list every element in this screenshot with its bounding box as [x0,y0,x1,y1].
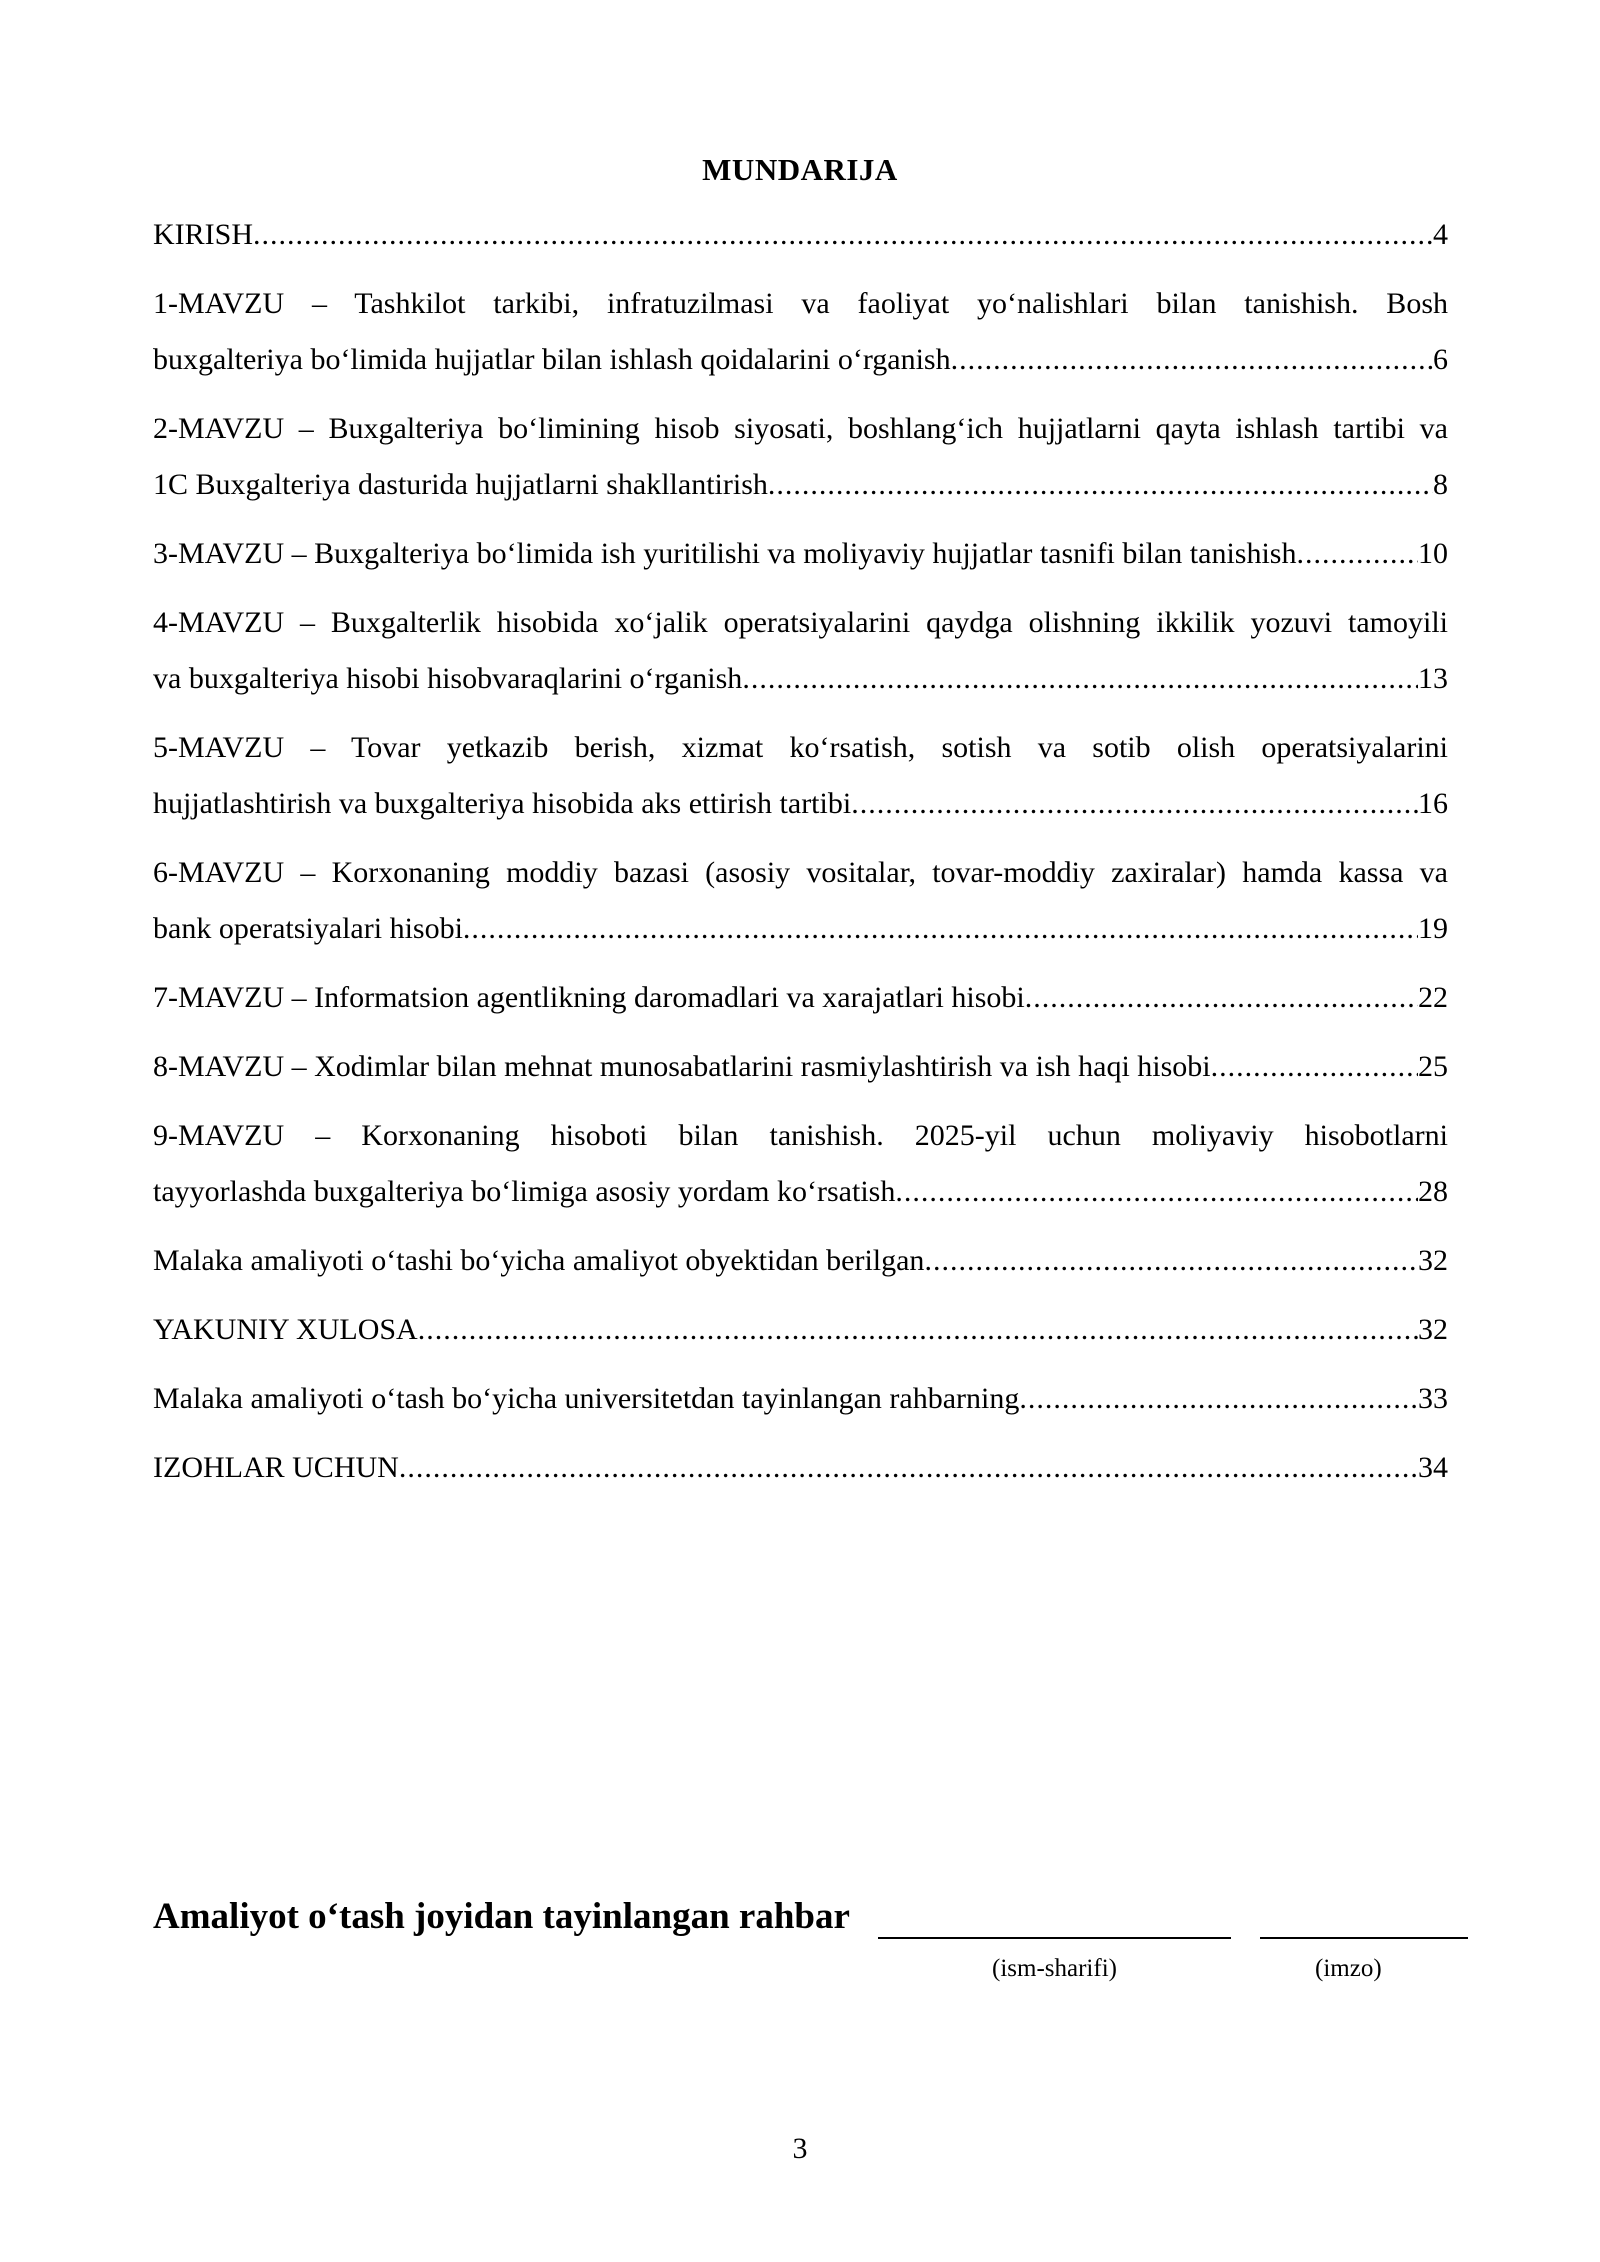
toc-entry[interactable] [153,1371,1448,1427]
toc-entry[interactable] [153,1108,1448,1220]
toc-entry-title: Malaka amaliyoti o‘tash bo‘yicha universitetdan tayinlangan rahbarning [153,1382,1020,1415]
toc-entry[interactable] [153,207,1448,263]
toc-page-number: 22 [1418,981,1448,1014]
sign-signature-line [1260,1937,1468,1939]
toc-entry-title: Malaka amaliyoti o‘tashi bo‘yicha amaliyot obyektidan berilgan [153,1244,925,1277]
toc-entry[interactable] [153,1039,1448,1095]
toc-page-number: 8 [1433,468,1448,501]
toc-dot-leader [895,1164,1418,1220]
toc-dot-leader [463,901,1418,957]
toc-title: MUNDARIJA [702,152,898,187]
toc-page-number: 4 [1433,218,1448,251]
toc-entry-title: YAKUNIY XULOSA [153,1313,418,1346]
toc-page-number: 32 [1418,1244,1448,1277]
toc-page-number: 19 [1418,912,1448,945]
toc-entry-title: 8-MAVZU – Xodimlar bilan mehnat munosabatlarini rasmiylashtirish va ish haqi hisobi [153,1050,1211,1083]
toc-entry-title: hujjatlashtirish va buxgalteriya hisobida aks ettirish tartibi [153,787,852,820]
toc-entry-row [153,1233,1448,1289]
toc-dot-leader [742,651,1418,707]
toc-entry-row [153,1371,1448,1427]
toc-entry-row [153,1440,1448,1496]
toc-entry-title: KIRISH [153,218,254,251]
toc-dot-leader [253,207,1433,263]
toc-entry[interactable] [153,1233,1448,1289]
toc-entry-title-line: 6-MAVZU – Korxonaning moddiy bazasi (asosiy vositalar, tovar-moddiy zaxiralar) hamda kassa va [153,856,1448,889]
page-number: 3 [792,2132,808,2165]
toc-page-number: 13 [1418,662,1448,695]
toc-page-number: 10 [1418,537,1448,570]
toc-page-number: 34 [1418,1451,1448,1484]
toc-entry-title-line: 4-MAVZU – Buxgalterlik hisobida xo‘jalik operatsiyalarini qaydga olishning ikkilik yozuvi tamoyili [153,606,1448,639]
toc-entry-title: buxgalteriya bo‘limida hujjatlar bilan ishlash qoidalarini o‘rganish [153,343,951,376]
toc-page-number: 32 [1418,1313,1448,1346]
toc-entry-row [153,1039,1448,1095]
toc-page-number: 28 [1418,1175,1448,1208]
toc-entry-row [153,1302,1448,1358]
toc-entry-row [153,776,1448,832]
toc-entry-title: 3-MAVZU – Buxgalteriya bo‘limida ish yuritilishi va moliyaviy hujjatlar tasnifi bilan tanishish [153,537,1297,570]
toc-entry-title: 7-MAVZU – Informatsion agentlikning daromadlari va xarajatlari hisobi [153,981,1025,1014]
toc-page-number: 25 [1418,1050,1448,1083]
toc-dot-leader [768,457,1433,513]
toc-entry-title-line: 9-MAVZU – Korxonaning hisoboti bilan tanishish. 2025-yil uchun moliyaviy hisobotlarni [153,1119,1448,1152]
toc-entry-title-line: 5-MAVZU – Tovar yetkazib berish, xizmat ko‘rsatish, sotish va sotib olish operatsiyalarini [153,731,1448,764]
toc-dot-leader [418,1302,1418,1358]
toc-entry-row [153,970,1448,1026]
toc-dot-leader [1296,526,1418,582]
toc-dot-leader [1211,1039,1418,1095]
toc-entry-row [153,901,1448,957]
toc-entry-row [153,1164,1448,1220]
toc-page-number: 6 [1433,343,1448,376]
toc-entry[interactable] [153,970,1448,1026]
supervisor-signature-label: Amaliyot o‘tash joyidan tayinlangan rahbar [153,1896,850,1937]
toc-entry-row [153,332,1448,388]
toc-entry-title-line: 2-MAVZU – Buxgalteriya bo‘limining hisob siyosati, boshlang‘ich hujjatlarni qayta ishlash tartibi va [153,412,1448,445]
toc-entry[interactable] [153,720,1448,832]
toc-entry[interactable] [153,1302,1448,1358]
toc-dot-leader [399,1440,1418,1496]
toc-entry-title: tayyorlashda buxgalteriya bo‘limiga asosiy yordam ko‘rsatish [153,1175,896,1208]
toc-page-number: 33 [1418,1382,1448,1415]
toc-entry-row [153,526,1448,582]
name-caption: (ism-sharifi) [992,1955,1117,1982]
toc-dot-leader [1025,970,1418,1026]
toc-entry[interactable] [153,526,1448,582]
table-of-contents [153,207,1448,1509]
toc-entry[interactable] [153,1440,1448,1496]
toc-entry[interactable] [153,401,1448,513]
toc-entry[interactable] [153,276,1448,388]
toc-entry-title: 1C Buxgalteriya dasturida hujjatlarni shakllantirish [153,468,768,501]
toc-page-number: 16 [1418,787,1448,820]
sign-caption: (imzo) [1315,1955,1382,1982]
toc-entry-title: IZOHLAR UCHUN [153,1451,399,1484]
toc-dot-leader [1019,1371,1418,1427]
toc-entry[interactable] [153,595,1448,707]
toc-dot-leader [951,332,1433,388]
toc-entry-title-line: 1-MAVZU – Tashkilot tarkibi, infratuzilmasi va faoliyat yo‘nalishlari bilan tanishish. Bosh [153,287,1448,320]
toc-dot-leader [851,776,1418,832]
toc-entry-row [153,457,1448,513]
toc-entry-row [153,207,1448,263]
toc-entry-title: va buxgalteriya hisobi hisobvaraqlarini o‘rganish [153,662,743,695]
toc-dot-leader [924,1233,1418,1289]
toc-entry[interactable] [153,845,1448,957]
toc-entry-title: bank operatsiyalari hisobi [153,912,463,945]
name-signature-line [878,1937,1231,1939]
toc-entry-row [153,651,1448,707]
